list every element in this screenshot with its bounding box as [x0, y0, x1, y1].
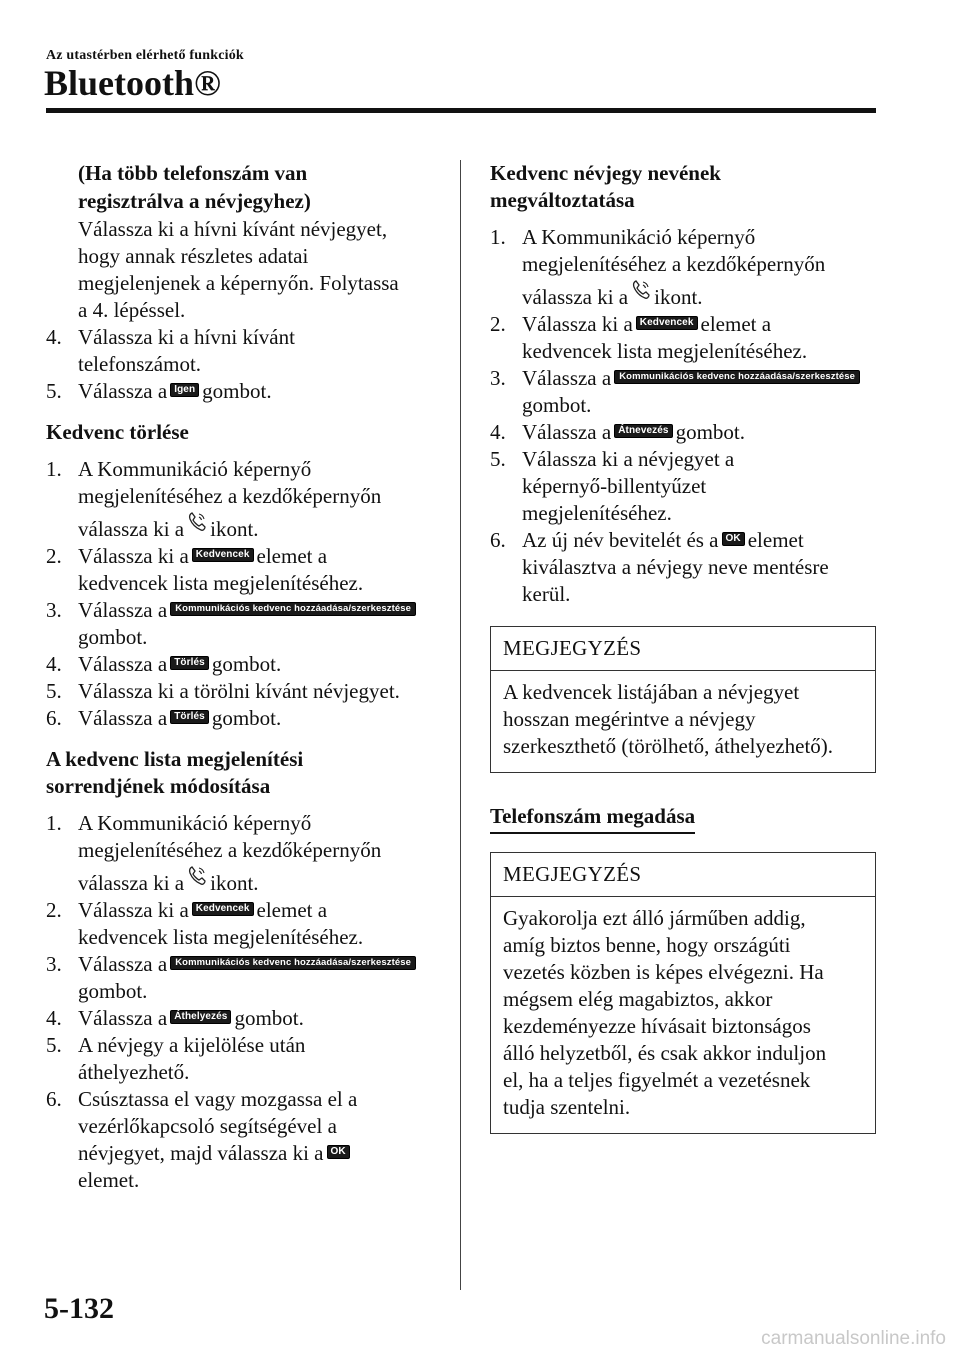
step-text: Válassza a — [78, 1006, 168, 1030]
step-text: gombot. — [211, 652, 282, 676]
list-item — [46, 597, 446, 651]
step-text: Csúsztassa el vagy mozgassa el a — [78, 1087, 358, 1111]
note-body — [491, 671, 875, 772]
step-number: 3. — [490, 366, 506, 390]
list-item — [46, 1032, 446, 1086]
left-column — [46, 160, 446, 1194]
step-number: 2. — [490, 312, 506, 336]
right-column — [490, 160, 876, 1134]
note-line: hosszan megérintve a névjegy — [503, 707, 756, 731]
list-item — [490, 419, 876, 446]
step-text: elemet — [747, 528, 804, 552]
note-box — [490, 626, 876, 773]
step-text: gombot. — [202, 379, 272, 403]
step-text: A névjegy a kijelölése után — [78, 1033, 306, 1057]
paragraph-line: megjelenjenek a képernyőn. Folytassa — [78, 271, 399, 295]
step-text: Válassza ki a — [78, 898, 189, 922]
igen-button: Igen — [170, 383, 199, 397]
ok-button: OK — [722, 532, 745, 546]
list-item — [490, 446, 876, 527]
list-item — [46, 651, 446, 678]
list-item — [46, 324, 446, 378]
header-rule — [46, 108, 876, 113]
note-line: Gyakorolja ezt álló járműben addig, — [503, 906, 806, 930]
paragraph-line: a 4. lépéssel. — [78, 298, 186, 322]
list-item — [46, 678, 446, 705]
kedvencek-button: Kedvencek — [192, 548, 254, 562]
step-text: megjelenítéséhez a kezdőképernyőn — [78, 838, 382, 862]
step-text: megjelenítéséhez a kezdőképernyőn — [78, 484, 382, 508]
step-text: A Kommunikáció képernyő — [522, 225, 756, 249]
step-text: Válassza ki a hívni kívánt — [78, 325, 295, 349]
step-text: gombot. — [211, 706, 282, 730]
step-number: 6. — [46, 706, 62, 730]
step-text: Válassza ki a névjegyet a — [522, 447, 735, 471]
note-line: álló helyzetből, és csak akkor induljon — [503, 1041, 827, 1065]
step-text: kedvencek lista megjelenítéséhez. — [522, 339, 808, 363]
step-text: ikont. — [654, 285, 703, 309]
step-text: elemet a — [256, 898, 328, 922]
note-line: tudja szentelni. — [503, 1095, 631, 1119]
step-text: megjelenítéséhez a kezdőképernyőn — [522, 252, 826, 276]
list-item — [490, 224, 876, 311]
step-text: ikont. — [210, 871, 259, 895]
step-number: 5. — [490, 447, 506, 471]
step-text: gombot. — [78, 979, 148, 1003]
step-text: válassza ki a — [522, 285, 629, 309]
section-heading: Kedvenc névjegy nevének — [490, 161, 721, 185]
step-number: 2. — [46, 544, 62, 568]
add-edit-favourite-button: Kommunikációs kedvenc hozzáadása/szerkesztése — [614, 370, 860, 384]
list-item — [46, 810, 446, 897]
note-line: szerkeszthető (törölhető, áthelyezhető). — [503, 734, 834, 758]
watermark: carmanualsonline.info — [761, 1328, 946, 1349]
step-number: 6. — [46, 1087, 62, 1111]
step-text: gombot. — [234, 1006, 304, 1030]
add-edit-favourite-button: Kommunikációs kedvenc hozzáadása/szerkesztése — [170, 956, 416, 970]
note-box — [490, 852, 876, 1134]
step-number: 6. — [490, 528, 506, 552]
note-line: mégsem elég magabiztos, akkor — [503, 987, 773, 1011]
page-title: Bluetooth® — [44, 63, 221, 103]
note-line: kezdeményezze hívásait biztonságos — [503, 1014, 811, 1038]
section-heading: A kedvenc lista megjelenítési — [46, 747, 304, 771]
step-number: 4. — [490, 420, 506, 444]
subheading: regisztrálva a névjegyhez) — [78, 189, 311, 213]
step-number: 1. — [46, 457, 62, 481]
step-text: képernyő-billentyűzet — [522, 474, 707, 498]
paragraph-line: hogy annak részletes adatai — [78, 244, 309, 268]
step-number: 3. — [46, 952, 62, 976]
step-text: Válassza ki a — [522, 312, 633, 336]
step-text: névjegyet, majd válassza ki a — [78, 1141, 324, 1165]
note-body — [491, 897, 875, 1133]
step-number: 5. — [46, 379, 62, 403]
column-divider — [460, 160, 461, 1290]
step-number: 5. — [46, 1033, 62, 1057]
step-text: ikont. — [210, 517, 259, 541]
step-text: Válassza a — [78, 379, 168, 403]
list-item — [46, 951, 446, 1005]
step-text: válassza ki a — [78, 871, 185, 895]
list-item — [46, 378, 446, 405]
list-item — [46, 543, 446, 597]
phone-icon — [631, 278, 651, 300]
step-text: Válassza ki a törölni kívánt névjegyet. — [78, 679, 400, 703]
note-title: MEGJEGYZÉS — [491, 853, 875, 897]
list-item — [46, 897, 446, 951]
step-text: gombot. — [522, 393, 592, 417]
step-text: kedvencek lista megjelenítéséhez. — [78, 925, 364, 949]
torles-button: Törlés — [170, 656, 209, 670]
step-text: elemet. — [78, 1168, 140, 1192]
step-text: Válassza a — [78, 598, 168, 622]
list-item — [46, 1086, 446, 1194]
step-text: A Kommunikáció képernyő — [78, 457, 312, 481]
step-text: megjelenítéséhez. — [522, 501, 672, 525]
note-line: vezetés közben is képes elvégezni. Ha — [503, 960, 824, 984]
list-item — [490, 311, 876, 365]
step-text: Válassza a — [78, 952, 168, 976]
list-item — [46, 705, 446, 732]
paragraph-line: Válassza ki a hívni kívánt névjegyet, — [78, 217, 388, 241]
step-text: vezérlőkapcsoló segítségével a — [78, 1114, 337, 1138]
step-text: A Kommunikáció képernyő — [78, 811, 312, 835]
athelyezes-button: Áthelyezés — [170, 1010, 231, 1024]
step-text: Válassza ki a — [78, 544, 189, 568]
step-text: elemet a — [700, 312, 772, 336]
step-text: Válassza a — [522, 366, 612, 390]
note-line: A kedvencek listájában a névjegyet — [503, 680, 800, 704]
atnevezes-button: Átnevezés — [614, 424, 672, 438]
note-line: amíg biztos benne, hogy országúti — [503, 933, 791, 957]
page-number: 5-132 — [44, 1292, 114, 1325]
list-item — [490, 365, 876, 419]
list-item — [46, 1005, 446, 1032]
note-line: el, ha a teljes figyelmét a vezetésnek — [503, 1068, 811, 1092]
torles-button: Törlés — [170, 710, 209, 724]
phone-icon — [187, 510, 207, 532]
section-heading: Kedvenc törlése — [46, 420, 189, 444]
step-number: 4. — [46, 325, 62, 349]
phone-icon — [187, 864, 207, 886]
section-heading: megváltoztatása — [490, 188, 635, 212]
step-text: elemet a — [256, 544, 328, 568]
ok-button: OK — [327, 1145, 350, 1159]
step-text: Válassza a — [78, 706, 168, 730]
step-number: 2. — [46, 898, 62, 922]
note-title: MEGJEGYZÉS — [491, 627, 875, 671]
add-edit-favourite-button: Kommunikációs kedvenc hozzáadása/szerkesztése — [170, 602, 416, 616]
step-number: 1. — [490, 225, 506, 249]
list-item — [490, 527, 876, 608]
step-text: kerül. — [522, 582, 571, 606]
step-text: telefonszámot. — [78, 352, 202, 376]
step-text: gombot. — [78, 625, 148, 649]
step-number: 5. — [46, 679, 62, 703]
step-number: 1. — [46, 811, 62, 835]
section-heading-underlined: Telefonszám megadása — [490, 803, 695, 834]
subheading: (Ha több telefonszám van — [78, 161, 308, 185]
section-heading: sorrendjének módosítása — [46, 774, 271, 798]
step-text: kiválasztva a névjegy neve mentésre — [522, 555, 829, 579]
step-text: áthelyezhető. — [78, 1060, 190, 1084]
step-number: 4. — [46, 1006, 62, 1030]
step-number: 4. — [46, 652, 62, 676]
kedvencek-button: Kedvencek — [636, 316, 698, 330]
step-text: Válassza a — [522, 420, 612, 444]
step-text: kedvencek lista megjelenítéséhez. — [78, 571, 364, 595]
kedvencek-button: Kedvencek — [192, 902, 254, 916]
step-text: Az új név bevitelét és a — [522, 528, 719, 552]
step-text: gombot. — [675, 420, 745, 444]
step-text: Válassza a — [78, 652, 168, 676]
step-number: 3. — [46, 598, 62, 622]
list-item — [46, 456, 446, 543]
step-text: válassza ki a — [78, 517, 185, 541]
chapter-title: Az utastérben elérhető funkciók — [46, 48, 244, 63]
